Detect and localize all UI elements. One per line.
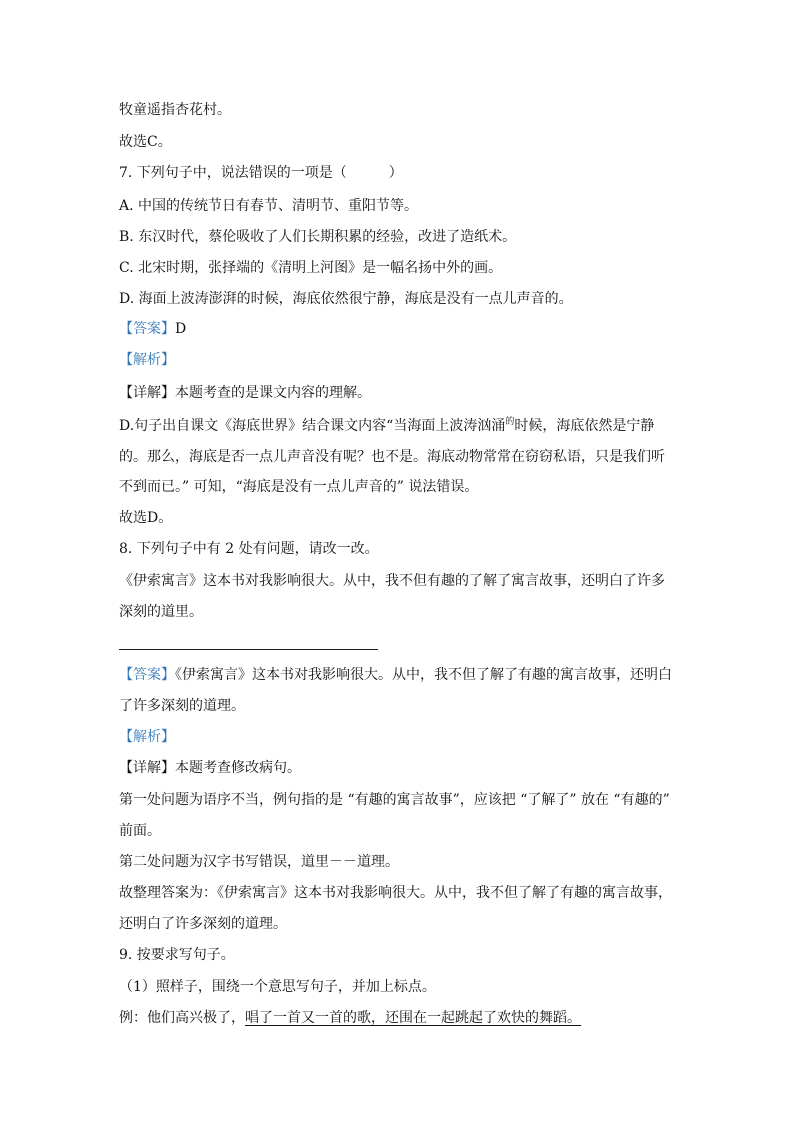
detail-line-1b: 时候，海底依然是宁静	[514, 418, 655, 434]
line-2: 故选C。	[119, 134, 172, 150]
q8-detail-line-3: 故整理答案为：《伊索寓言》这本书对我影响很大。从中，我不但了解了有趣的寓言故事，	[119, 885, 672, 901]
answer-blank-line	[119, 649, 378, 650]
q8-detail	[119, 758, 301, 778]
answer-value: D	[175, 321, 187, 337]
q7-analysis-label: 【解析】	[119, 352, 175, 368]
q8-sentence-line-2: 深刻的道里。	[119, 604, 203, 620]
question-9: 9. 按要求写句子。	[119, 947, 235, 963]
detail-text: 本题考查修改病句。	[175, 760, 301, 776]
q7-option-c: C. 北宋时期，张择端的《清明上河图》是一幅名扬中外的画。	[119, 260, 503, 276]
q8-detail-line-1b: 前面。	[119, 823, 161, 839]
answer-label: 【答案】	[119, 667, 175, 683]
q8-detail-line-3b: 还明白了许多深刻的道理。	[119, 916, 287, 932]
q7-option-a: A. 中国的传统节日有春节、清明节、重阳节等。	[119, 198, 419, 214]
q9-part-1: （1）照样子，围绕一个意思写句子，并加上标点。	[119, 979, 436, 995]
q7-conclusion: 故选D。	[119, 510, 173, 526]
q7-answer	[119, 319, 186, 339]
q8-analysis-label: 【解析】	[119, 729, 175, 745]
example-underlined: 唱了一首又一首的歌，还围在一起跳起了欢快的舞蹈。	[245, 1010, 581, 1026]
q8-sentence-line-1: 《伊索寓言》这本书对我影响很大。从中，我不但有趣的了解了寓言故事，还明白了许多	[119, 573, 665, 589]
line-1: 牧童遥指杏花村。	[119, 102, 231, 118]
q7-detail-line-1	[119, 416, 654, 438]
q7-detail-line-3: 不到而已。” 可知，“海底是没有一点儿声音的” 说法错误。	[119, 479, 479, 495]
example-prefix: 例：他们高兴极了，	[119, 1010, 245, 1026]
q8-answer	[119, 665, 672, 685]
detail-line-1-sup: 的	[505, 417, 515, 427]
detail-text: 本题考查的是课文内容的理解。	[175, 385, 371, 401]
q7-detail-line-2: 的。那么，海底是否一点儿声音没有呢？也不是。海底动物常常在窃窃私语，只是我们听	[119, 449, 665, 465]
q7-option-d: D. 海面上波涛澎湃的时候，海底依然很宁静，海底是没有一点儿声音的。	[119, 291, 573, 307]
q8-detail-line-2: 第二处问题为汉字书写错误，道里－－道理。	[119, 854, 399, 870]
answer-label: 【答案】	[119, 321, 175, 337]
q8-answer-line-2: 了许多深刻的道理。	[119, 698, 245, 714]
detail-label: 【详解】	[119, 760, 175, 776]
q9-example	[119, 1008, 581, 1028]
answer-text: 《伊索寓言》这本书对我影响很大。从中，我不但了解了有趣的寓言故事，还明白	[175, 667, 672, 683]
detail-label: 【详解】	[119, 385, 175, 401]
question-8: 8. 下列句子中有 2 处有问题，请改一改。	[119, 541, 379, 557]
q7-option-b: B. 东汉时代，蔡伦吸收了人们长期积累的经验，改进了造纸术。	[119, 229, 517, 245]
detail-line-1a: D.句子出自课文《海底世界》结合课文内容“当海面上波涛汹涌	[119, 418, 506, 434]
question-7: 7. 下列句子中，说法错误的一项是（ ）	[119, 165, 403, 181]
q8-detail-line-1: 第一处问题为语序不当，例句指的是 “有趣的寓言故事”，应该把 “了解了” 放在 “有趣的”	[119, 792, 670, 808]
q7-detail	[119, 383, 371, 403]
